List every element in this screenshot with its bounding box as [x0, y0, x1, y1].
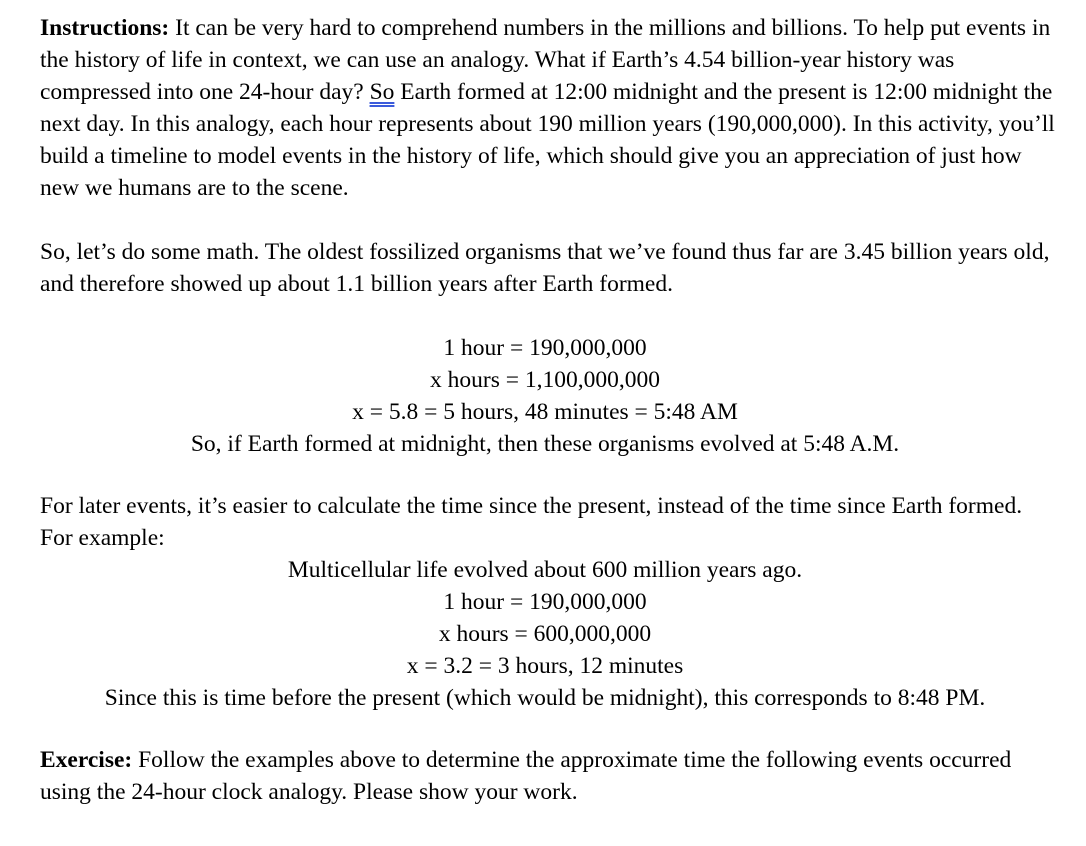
paragraph-spacer: [40, 714, 1060, 744]
example-2-line-5: Since this is time before the present (which would be midnight), this corresponds to 8:48 PM.: [104, 685, 986, 711]
example-2-line-2: 1 hour = 190,000,000: [443, 589, 647, 615]
example-1-line-2: x hours = 1,100,000,000: [430, 367, 660, 393]
instructions-paragraph: [40, 12, 1060, 204]
example-2-line-3: x hours = 600,000,000: [438, 621, 652, 647]
paragraph-spacer: [40, 460, 1060, 490]
instructions-text-2: Earth formed at 12:00 midnight and the present is 12:00 midnight the next day. In this analogy, each hour represents about 190 million years (190,000,000). In this activity, you’ll build a timeline to model events in the history of life, which should give you an appreciation of just how new we humans are to the scene.: [40, 79, 1055, 201]
exercise-paragraph: [40, 744, 1060, 808]
example-1-block: [40, 332, 1050, 460]
example-1-line-4: So, if Earth formed at midnight, then these organisms evolved at 5:48 A.M.: [190, 431, 900, 457]
example-2-block: [40, 554, 1050, 714]
paragraph-spacer: [40, 300, 1060, 332]
exercise-text: Follow the examples above to determine the approximate time the following events occurred using the 24-hour clock analogy. Please show your work.: [40, 747, 1012, 805]
example-2-line-4: x = 3.2 = 3 hours, 12 minutes: [406, 653, 684, 679]
instructions-label: Instructions:: [40, 15, 170, 41]
instructions-text-1: It can be very hard to comprehend numbers in the millions and billions. To help put events in the history of life in context, we can use an analogy. What if Earth’s 4.54 billion-year history was compressed into one 24-hour day?: [40, 15, 1051, 105]
example-1-line-3: x = 5.8 = 5 hours, 48 minutes = 5:48 AM: [352, 399, 738, 425]
example-2-line-1: Multicellular life evolved about 600 million years ago.: [287, 557, 803, 583]
example-1-line-1: 1 hour = 190,000,000: [443, 335, 647, 361]
document-body: [40, 12, 1060, 808]
so-word: So: [369, 79, 395, 105]
exercise-label: Exercise:: [40, 747, 133, 773]
later-events-paragraph: For later events, it’s easier to calculate the time since the present, instead of the time since Earth formed. For example:: [40, 493, 1023, 551]
paragraph-spacer: [40, 204, 1060, 236]
math-intro-paragraph: So, let’s do some math. The oldest fossilized organisms that we’ve found thus far are 3.45 billion years old, and therefore showed up about 1.1 billion years after Earth formed.: [40, 239, 1050, 297]
